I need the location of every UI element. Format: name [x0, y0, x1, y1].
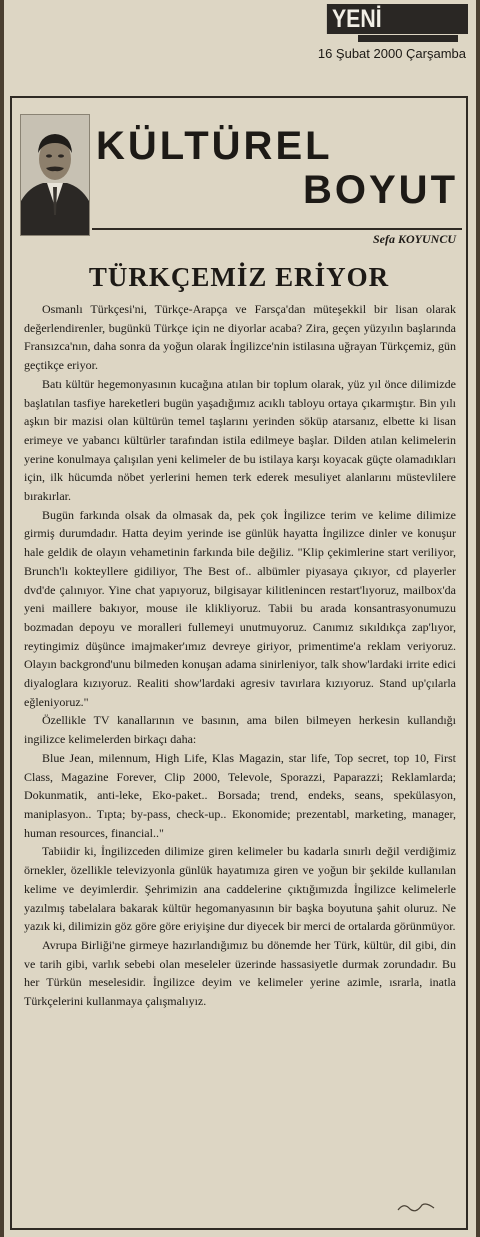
- article-headline: TÜRKÇEMİZ ERİYOR: [88, 262, 390, 292]
- author-photo: [20, 114, 90, 236]
- author-byline: Sefa KOYUNCU: [373, 232, 456, 246]
- paragraph: Bugün farkında olsak da olmasak da, pek çok İngilizce terim ve kelime dilimize girmiş durumdadır. Hatta deyim yerinde ise günlük hayatta İngilizce dinler ve konuşur hale geldik de olayın vehametinin farkında bile değiliz. "Klip çekimlerine start veriliyor, Brunch'lı kokteyllere gidiliyor, The Best of.. albümler piyasaya çıkıyor, cd playerler dvd'de çalınıyor. Yine chat yapıyoruz, bilgisayar kilitlenincen restart'lıyoruz, mailbox'da yeni maillere bakıyor, mouse ile klikliyoruz. Tabii bu arada konsantrasyonumuzu bozmadan depoyu ve moralleri fullemeyi unutmuyoruz. Canımız sıkıldıkça zap'lıyor, reytingimiz düşünce imajmaker'ımız devreye giriyor, primentime'a reklam veriyoruz. Olayın backgrond'unu bilmeden konuşan adama sinirleniyor, talk show'lardaki irrite edici diyaloglara kızıyoruz. Realiti show'lardaki agresiv tavırlara kızıyoruz. Stand up'çılarla eğleniyoruz.": [24, 507, 456, 709]
- issue-date: 16 Şubat 2000 Çarşamba: [317, 46, 466, 61]
- newspaper-logo: YENİ: [327, 4, 468, 34]
- masthead: [302, 4, 468, 61]
- article-frame: [10, 96, 468, 1230]
- paragraph: Avrupa Birliği'ne girmeye hazırlandığımız bu dönemde her Türk, kültür, dil gibi, din ve tarih gibi, varlık sebebi olan meseleler üzerinde hassasiyetle durmak zorundadır. Bu her Türkün meselesidir. İngilizce deyim ve kelimeler yerine azimle, ısrarla, inatla Türkçelerini kullanmaya çalışmalıyız.: [24, 937, 456, 1009]
- article-body: [24, 300, 456, 1011]
- paragraph: Özellikle TV kanallarının ve basının, ama bilen bilmeyen herkesin kullandığı ingilizce kelimelerden birkaçı daha:: [24, 713, 456, 747]
- paragraph: Tabiidir ki, İngilizceden dilimize giren kelimeler bu kadarla sınırlı değil verdiğimiz örnekler, özellikle televizyonla günlük hayatımıza giren ve yoğun bir şekilde kullanılan kelime ve deyimlerdir. Şehrimizin ana caddelerine çıktığımızda İngilizce kelimelerle yazılmış tabelalara bakarak kültür hegomanyasının bir başka boyutuna şahit oluruz. Ne yazık ki, dilimizin göz göre göre eriyişine dur diyecek bir merci de ortalarda görünmüyor.: [24, 844, 456, 934]
- byline-rule: [92, 228, 462, 246]
- column-title-line2: BOYUT: [303, 168, 458, 212]
- column-title-line1: KÜLTÜREL: [96, 124, 333, 168]
- logo-underline: [358, 35, 458, 42]
- paragraph: Batı kültür hegemonyasının kucağına atılan bir toplum olarak, yüz yıl önce dilimizde başlatılan tasfiye hareketleri bugün yaşadığımız acıklı tabloyu ortaya çıkarmıştır. Bin yılı aşkın bir mazisi olan kültürün temel taşlarını yerinden söküp atarsanız, elbette ki lisan erimeye ve yabancı kültürler tarafından istila edilmeye başlar. Dilden atılan kelimelerin yerine konulmaya çalışılan yeni kelimeler de bu istilaya karşı koyacak güçte olamadıkları için, ilk hücumda nöbet yerlerini hemen terk ederek mesuliyet alanlarını müstevlilere bırakırlar.: [24, 376, 456, 504]
- newspaper-page: [4, 0, 476, 1237]
- signature-mark-icon: [396, 1200, 436, 1214]
- paragraph: Osmanlı Türkçesi'ni, Türkçe-Arapça ve Farsça'dan müteşekkil bir lisan olarak değerlendirenler, bugünkü Türkçe için ne diyorlar acaba? Zira, geçen yüzyılın başlarında Fransızca'nın, daha sonra da yoğun olarak İngilizce'nin istilasına uğrayan Türkçemiz, gün geçtikçe eriyor.: [24, 302, 456, 373]
- author-portrait-icon: [21, 115, 89, 235]
- column-title: [92, 124, 464, 212]
- paragraph: Blue Jean, milennum, High Life, Klas Magazin, star life, Top secret, top 10, First Class, Magazine Forever, Clip 2000, Televole, Sporazzi, Paparazzi; Reklamlarda; Dokunmatik, anti-leke, Eko-paket.. Borsada; trend, endeks, seans, spekülasyon, maniplasyon.. Tıpta; by-pass, check-up.. Ekonomide; prezentabl, marketing, manager, human resources, financial..": [24, 750, 456, 840]
